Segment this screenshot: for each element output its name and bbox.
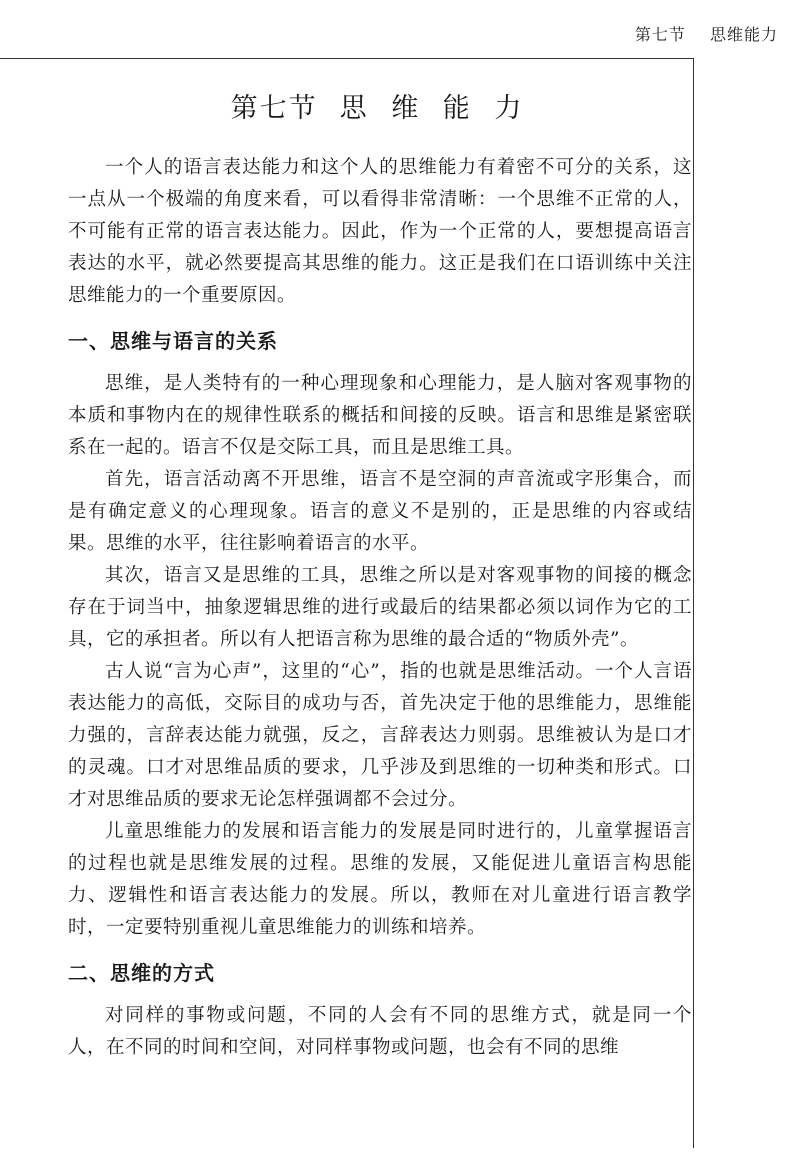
body-paragraph: 儿童思维能力的发展和语言能力的发展是同时进行的，儿童掌握语言的过程也就是思维发展的过程。思维的发展，又能促进儿童语言构思能力、逻辑性和语言表达能力的发展。所以，教师在对儿童进行语言教学时，一定要特别重视儿童思维能力的训练和培养。 (68, 821, 692, 938)
body-paragraph: 古人说“言为心声”，这里的“心”，指的也就是思维活动。一个人言语表达能力的高低，交际目的成功与否，首先决定于他的思维能力，思维能力强的，言辞表达能力就强，反之，言辞表达力则弱。思维被认为是口才的灵魂。口才对思维品质的要求，几乎涉及到思维的一切种类和形式。口才对思维品质的要求无论怎样强调都不会过分。 (68, 661, 692, 810)
body-paragraph: 思维，是人类特有的一种心理现象和心理能力，是人脑对客观事物的本质和事物内在的规律性联系的概括和间接的反映。语言和思维是紧密联系在一起的。语言不仅是交际工具，而且是思维工具。 (68, 373, 692, 458)
right-margin-rule (693, 58, 694, 1148)
body-paragraph: 其次，语言又是思维的工具，思维之所以是对客观事物的间接的概念存在于词当中，抽象逻辑思维的进行或最后的结果都必须以词作为它的工具，它的承担者。所以有人把语言称为思维的最合适的“物质外壳”。 (68, 565, 692, 650)
header-rule (0, 58, 693, 59)
body-paragraph: 首先，语言活动离不开思维，语言不是空洞的声音流或字形集合，而是有确定意义的心理现象。语言的意义不是别的，正是思维的内容或结果。思维的水平，往往影响着语言的水平。 (68, 469, 692, 554)
subsection-heading-modes: 二、思维的方式 (68, 961, 215, 985)
section-title (68, 88, 692, 130)
running-head-section-topic: 思维能力 (709, 25, 778, 44)
body-paragraph: 对同样的事物或问题，不同的人会有不同的思维方式，就是同一个人，在不同的时间和空间，对同样事物或问题，也会有不同的思维 (68, 1005, 692, 1058)
section-title-number: 第七节 (230, 93, 318, 124)
section-title-topic: 思 维 能 力 (339, 93, 530, 124)
intro-paragraph: 一个人的语言表达能力和这个人的思维能力有着密不可分的关系，这一点从一个极端的角度来看，可以看得非常清晰：一个思维不正常的人，不可能有正常的语言表达能力。因此，作为一个正常的人，要想提高语言表达的水平，就必然要提高其思维的能力。这正是我们在口语训练中关注思维能力的一个重要原因。 (68, 157, 692, 306)
page-body (68, 88, 692, 1064)
running-head (635, 22, 778, 45)
subsection-heading-relation: 一、思维与语言的关系 (68, 329, 278, 353)
running-head-section-number: 第七节 (634, 25, 686, 44)
